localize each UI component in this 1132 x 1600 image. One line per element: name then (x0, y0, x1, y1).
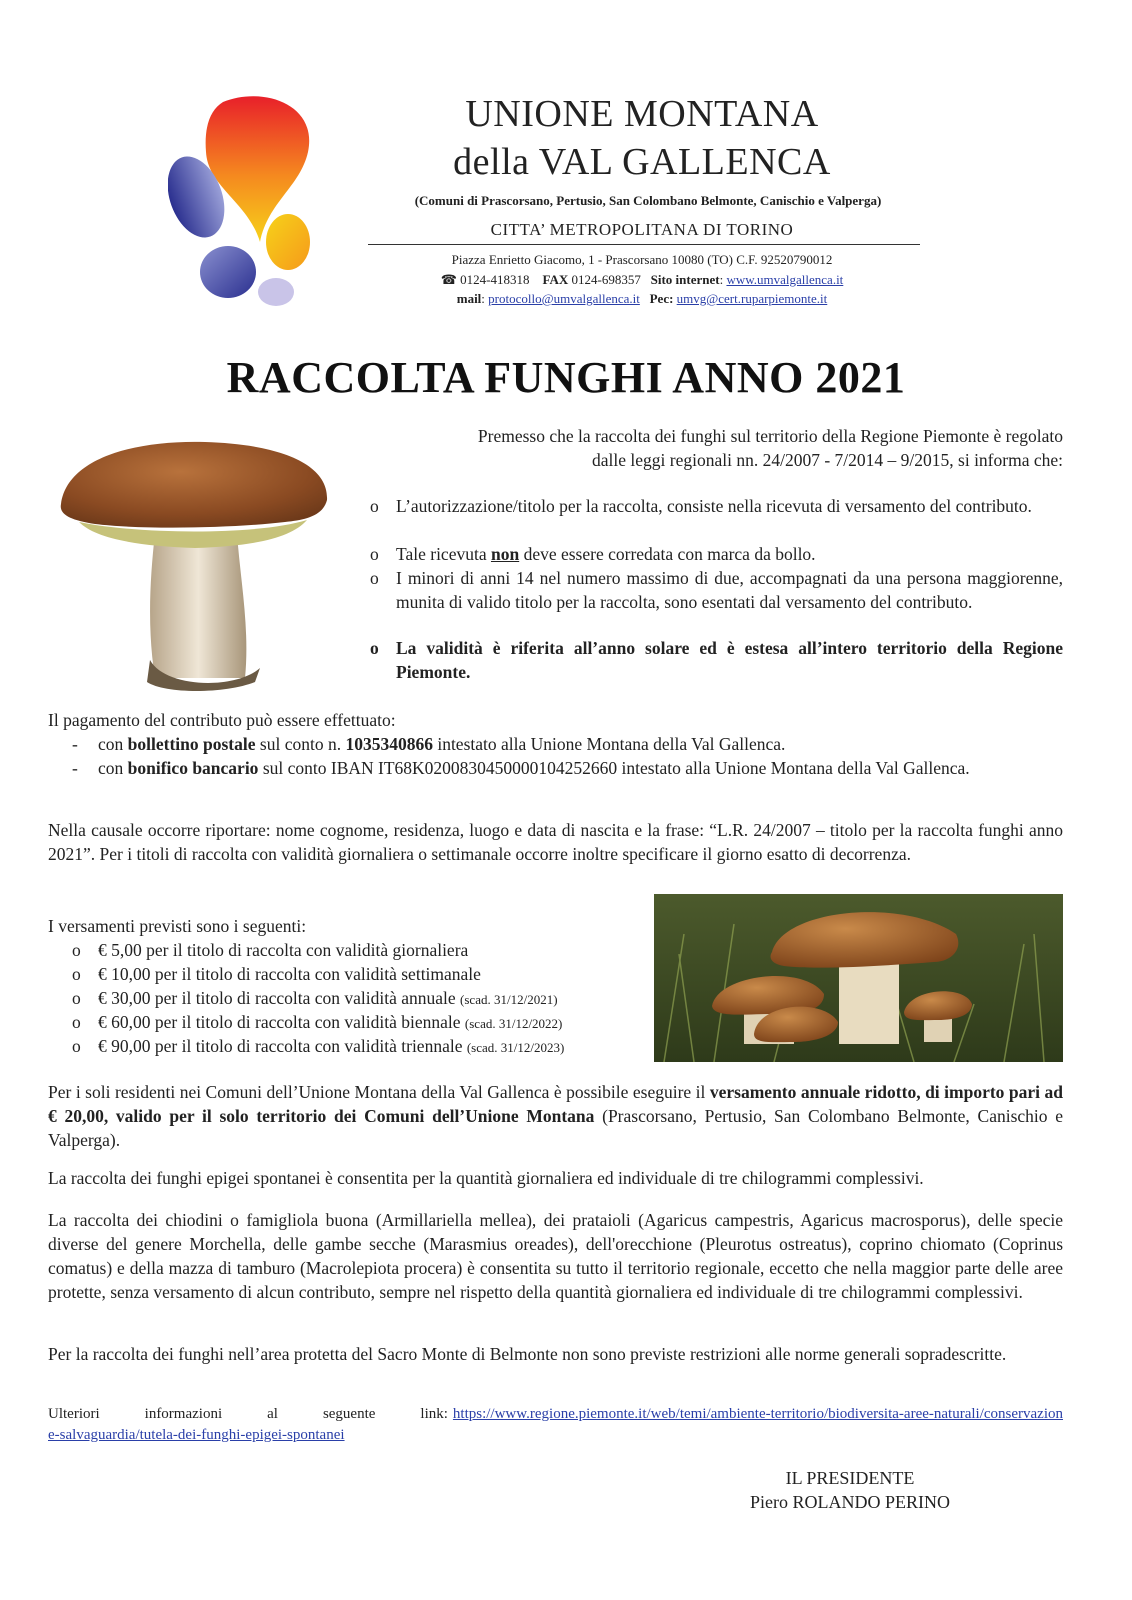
fax-number: 0124-698357 (571, 272, 641, 287)
payment-item: - con bollettino postale sul conto n. 1035340866 intestato alla Unione Montana della Val Gallenca. (72, 734, 786, 754)
fee-item: o € 60,00 per il titolo di raccolta con validità biennale (scad. 31/12/2022) (72, 1012, 563, 1032)
fee-item: o € 30,00 per il titolo di raccolta con validità annuale (scad. 31/12/2021) (72, 988, 558, 1008)
regione-link[interactable]: https://www.regione.piemonte.it/web/temi/ambiente-territorio/biodiversita-aree-naturali/conservazione-salvaguardia/tutela-dei-funghi-epigei-spontanei (48, 1406, 1063, 1443)
bullet-marker: o (370, 544, 379, 564)
fee-item: o € 10,00 per il titolo di raccolta con validità settimanale (72, 964, 481, 984)
bullet-marker: o (370, 496, 379, 516)
phone-number: 0124-418318 (460, 272, 530, 287)
mail-label: mail (456, 291, 482, 306)
page-title: RACCOLTA FUNGHI ANNO 2021 (226, 353, 906, 402)
address-line: Piazza Enrietto Giacomo, 1 - Prascorsano 10080 (TO) C.F. 92520790012 (451, 252, 833, 267)
signature-name: Piero ROLANDO PERINO (750, 1492, 950, 1512)
contact-line: ☎ 0124-418318 FAX 0124-698357 Sito internet: www.umvalgallenca.it (440, 272, 844, 287)
porcini-group-image (654, 894, 1063, 1062)
more-info-paragraph: Ulteriori informazioni al seguente link: https://www.regione.piemonte.it/web/temi/ambiente-territorio/biodiversita-aree-naturali/conservazione-salvaguardia/tutela-dei-funghi-epigei-spontanei (48, 1406, 1063, 1443)
org-name-line2: della VAL GALLENCA (453, 141, 831, 183)
bullet-marker: o (370, 568, 379, 588)
pec-label: Pec: (649, 291, 674, 306)
quantity-paragraph: La raccolta dei funghi epigei spontanei è consentita per la quantità giornaliera ed individuale di tre chilogrammi complessivi. (48, 1168, 924, 1188)
signature-role: IL PRESIDENTE (785, 1468, 915, 1488)
mail-line: mail: protocollo@umvalgallenca.it Pec: umvg@cert.ruparpiemonte.it (456, 291, 828, 306)
payment-item: - con bonifico bancario sul conto IBAN IT68K0200830450000104252660 intestato alla Unione Montana della Val Gallenca. (72, 758, 970, 778)
fee-item: o € 90,00 per il titolo di raccolta con validità triennale (scad. 31/12/2023) (72, 1036, 565, 1056)
causale-paragraph: Nella causale occorre riportare: nome cognome, residenza, luogo e data di nascita e la frase: “L.R. 24/2007 – titolo per la raccolta funghi anno 2021”. Per i titoli di raccolta con validità giornaliera o settimanale occorre inoltre specificare il giorno esatto di decorrenza. (48, 820, 1063, 864)
species-paragraph: La raccolta dei chiodini o famigliola buona (Armillariella mellea), dei prataioli (Agaricus campestris, Agaricus macrosporus), delle specie diverse del genere Morchella, delle gambe secche (Marasmius oreades), dell'orecchione (Pleurotus ostreatus), coprino chiomato (Coprinus comatus) e della mazza di tamburo (Macrolepiota procera) è consentita su tutto il territorio regionale, eccetto che nella maggior parte delle aree protette, senza versamento di alcun contributo, sempre nel rispetto della quantità giornaliera ed individuale di tre chilogrammi complessivi. (48, 1210, 1063, 1302)
fee-item: o € 5,00 per il titolo di raccolta con validità giornaliera (72, 940, 469, 960)
fax-label: FAX (542, 272, 569, 287)
intro-line-1: Premesso che la raccolta dei funghi sul territorio della Regione Piemonte è regolato (477, 426, 1063, 446)
fees-intro: I versamenti previsti sono i seguenti: (48, 916, 307, 936)
list-item: o Tale ricevuta non deve essere corredata con marca da bollo. (370, 544, 816, 564)
intro-line-2: dalle leggi regionali nn. 24/2007 - 7/2014 – 9/2015, si informa che: (592, 450, 1063, 470)
residents-paragraph: Per i soli residenti nei Comuni dell’Unione Montana della Val Gallenca è possibile eseguire il versamento annuale ridotto, di importo pari ad € 20,00, valido per il solo territorio dei Comuni dell’Unione Montana (Prascorsano, Pertusio, San Colombano Belmonte, Canischio e Valperga). (48, 1082, 1063, 1150)
porcino-image (55, 438, 335, 696)
bullet-marker: o (370, 638, 379, 658)
intro-text (370, 424, 1063, 472)
belmonte-paragraph: Per la raccolta dei funghi nell’area protetta del Sacro Monte di Belmonte non sono previste restrizioni alle norme generali sopradescritte. (48, 1344, 1007, 1364)
phone-icon: ☎ (440, 272, 457, 287)
list-item: o I minori di anni 14 nel numero massimo di due, accompagnati da una persona maggiorenne, munita di valido titolo per la raccolta, sono esentati dal versamento del contributo. (370, 568, 1063, 612)
comuni-list: (Comuni di Prascorsano, Pertusio, San Colombano Belmonte, Canischio e Valperga) (414, 193, 882, 208)
site-label: Sito internet (650, 272, 720, 287)
list-item: o La validità è riferita all’anno solare ed è estesa all’intero territorio della Regione Piemonte. (370, 638, 1063, 682)
org-name-line1: UNIONE MONTANA (465, 93, 819, 135)
header-divider (368, 244, 920, 245)
signature-block (700, 1466, 1000, 1514)
mail-link[interactable]: protocollo@umvalgallenca.it (488, 291, 640, 306)
payment-intro: Il pagamento del contributo può essere effettuato: (48, 710, 396, 730)
union-logo (168, 92, 328, 307)
list-item: o L’autorizzazione/titolo per la raccolta, consiste nella ricevuta di versamento del contributo. (370, 496, 1032, 516)
metro-city: CITTA’ METROPOLITANA DI TORINO (490, 220, 794, 239)
pec-link[interactable]: umvg@cert.ruparpiemonte.it (676, 291, 828, 306)
site-link[interactable]: www.umvalgallenca.it (726, 272, 844, 287)
